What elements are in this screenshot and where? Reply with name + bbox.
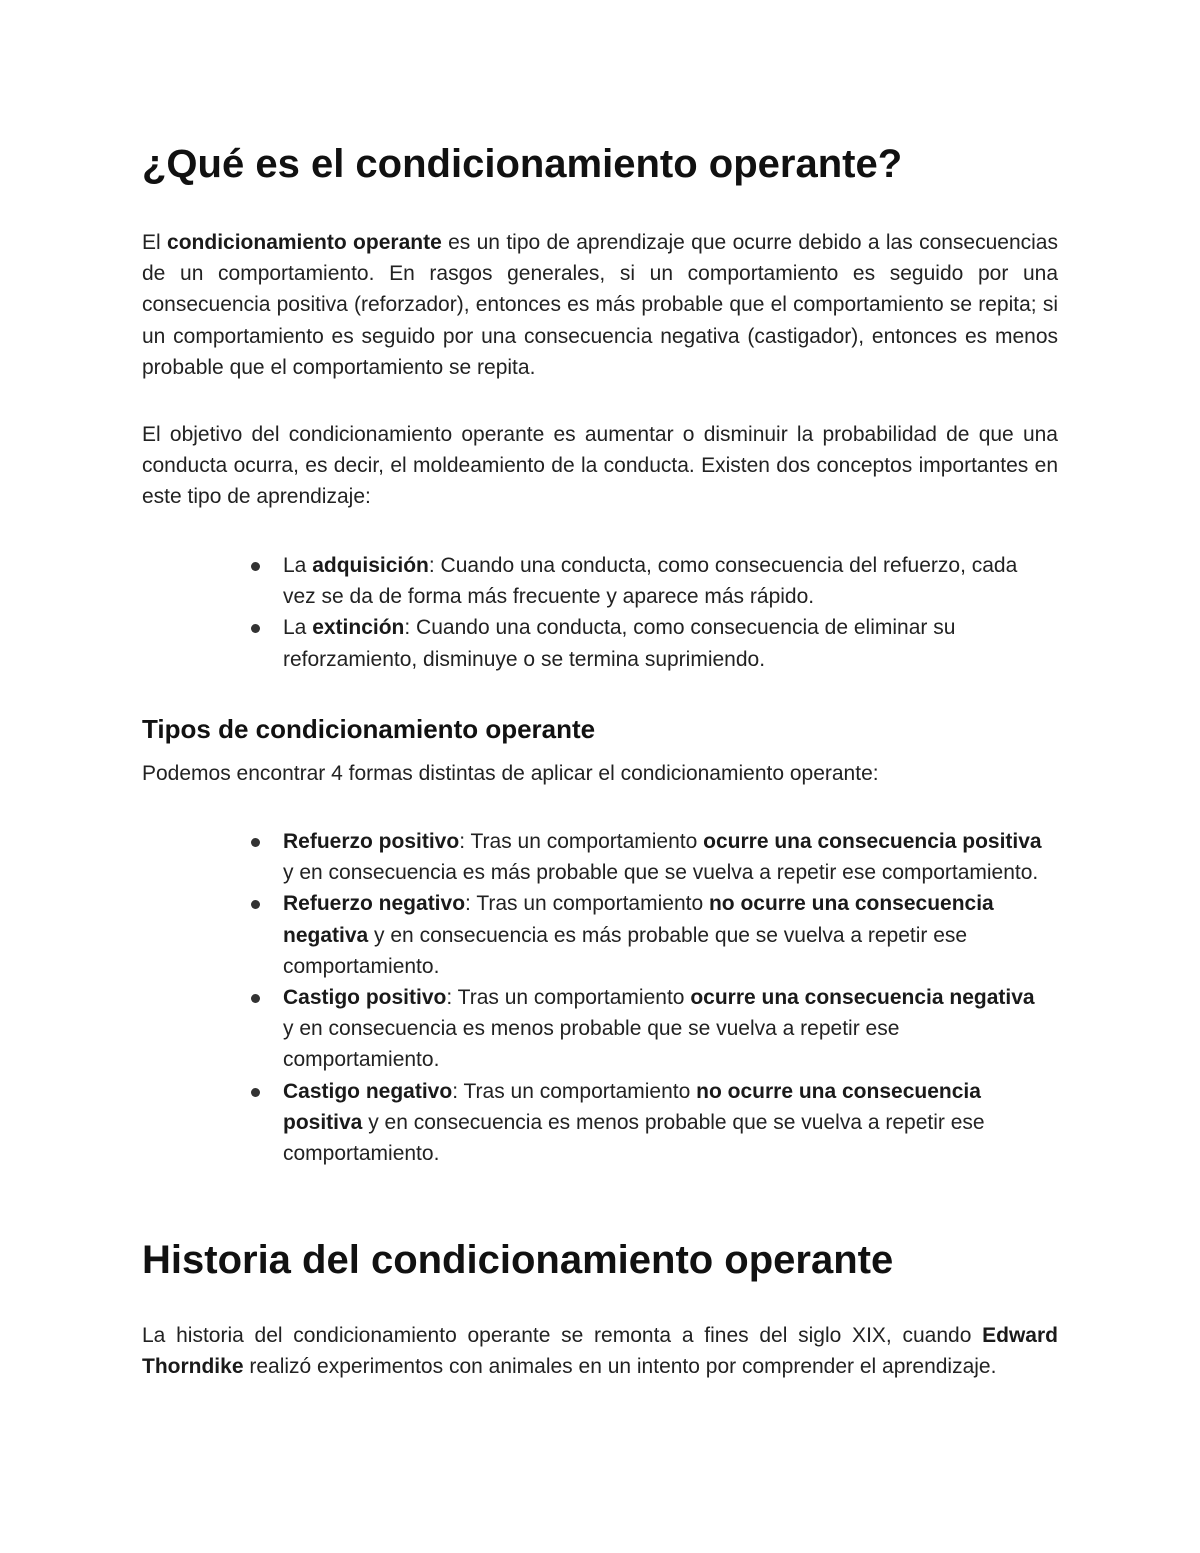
bold-phrase: ocurre una consecuencia negativa — [690, 986, 1035, 1010]
bullet-icon — [251, 900, 260, 909]
text-run: realizó experimentos con animales en un intento por comprender el aprendizaje. — [243, 1355, 997, 1379]
text-run: y en consecuencia es menos probable que se vuelva a repetir ese comportamiento. — [283, 1110, 985, 1166]
types-intro: Podemos encontrar 4 formas distintas de aplicar el condicionamiento operante: — [142, 762, 879, 785]
list-item — [142, 1076, 1058, 1170]
section-title-types: Tipos de condicionamiento operante — [142, 714, 596, 744]
list-item — [142, 826, 1058, 888]
text-run: : Cuando una conducta, como consecuencia de eliminar su reforzamiento, disminuye o se termina suprimiendo. — [283, 616, 956, 671]
bold-phrase: no ocurre una consecuencia positiva — [283, 1079, 981, 1134]
list-item — [142, 550, 1058, 612]
text-run: El — [142, 231, 168, 254]
bold-term: Castigo positivo — [283, 986, 447, 1010]
section-title-what-is: ¿Qué es el condicionamiento operante? — [142, 142, 903, 186]
text-run: La — [283, 554, 313, 577]
text-run: y en consecuencia es menos probable que se vuelva a repetir ese comportamiento. — [283, 1017, 900, 1072]
text-run: : Tras un comportamiento — [459, 830, 704, 853]
history-paragraph — [142, 1320, 1058, 1382]
section-title-history: Historia del condicionamiento operante — [142, 1238, 894, 1282]
list-item — [142, 612, 1058, 674]
bullet-icon — [251, 838, 260, 847]
bold-term: adquisición — [312, 554, 429, 577]
text-run: : Tras un comportamiento — [452, 1079, 697, 1103]
bold-phrase: ocurre una consecuencia positiva — [703, 830, 1042, 853]
bold-term: Refuerzo positivo — [283, 830, 460, 853]
text-run: : Tras un comportamiento — [446, 986, 691, 1010]
list-item — [142, 982, 1058, 1076]
bold-term: extinción — [312, 616, 405, 640]
bold-term: Refuerzo negativo — [283, 892, 466, 916]
text-run: y en consecuencia es más probable que se vuelva a repetir ese comportamiento. — [283, 861, 1039, 885]
definition-paragraph — [142, 227, 1058, 383]
text-run: La historia del condicionamiento operante se remonta a fines del siglo XIX, cuando — [142, 1324, 983, 1347]
text-run: : Tras un comportamiento — [465, 892, 709, 916]
objective-paragraph: El objetivo del condicionamiento operante es aumentar o disminuir la probabilidad de que una conducta ocurra, es decir, el moldeamiento de la conducta. Existen dos conceptos importantes en este tipo de aprendizaje: — [142, 423, 1058, 509]
text-run: es un tipo de aprendizaje que ocurre debido a las consecuencias de un comportamiento. En rasgos generales, si un comportamiento es seguido por una consecuencia positiva (reforzador), entonces es más probable que el comportamiento se repita; si un comportamiento es seguido por una consecuencia negativa (castigador), entonces es menos probable que el comportamiento se repita. — [142, 231, 1058, 379]
bold-phrase: no ocurre una consecuencia negativa — [283, 892, 994, 947]
bullet-icon — [251, 624, 260, 633]
text-run: y en consecuencia es más probable que se vuelva a repetir ese comportamiento. — [283, 923, 968, 978]
list-item — [142, 888, 1058, 982]
types-list — [142, 826, 1058, 1169]
bullet-icon — [251, 994, 260, 1003]
bold-term: condicionamiento operante — [167, 231, 442, 254]
concepts-list — [142, 550, 1058, 675]
text-run: La — [283, 616, 313, 640]
bold-term: Castigo negativo — [283, 1079, 453, 1103]
bullet-icon — [251, 562, 260, 571]
text-run: : Cuando una conducta, como consecuencia del refuerzo, cada vez se da de forma más frecuente y aparece más rápido. — [283, 554, 1018, 609]
bullet-icon — [251, 1088, 260, 1097]
bold-name: Edward Thorndike — [142, 1324, 1058, 1379]
